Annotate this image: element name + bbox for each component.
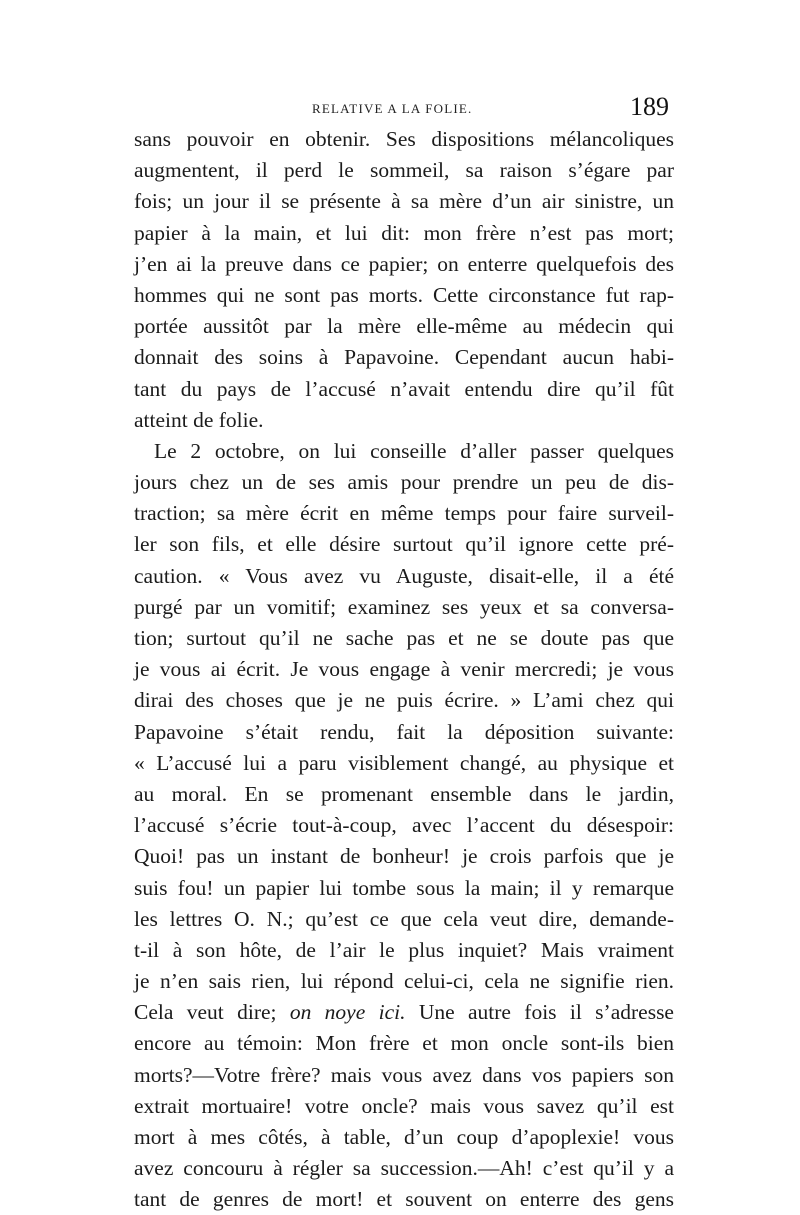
text-line: morts?—Votre frère? mais vous avez dans vos papiers son: [134, 1062, 674, 1087]
text-line: atteint de folie.: [134, 407, 264, 432]
text-line: donnait des soins à Papavoine. Cependant aucun habi-: [134, 345, 674, 370]
text-line-with-italic: [134, 997, 674, 1028]
text-line: encore au témoin: Mon frère et mon oncle sont-ils bien: [134, 1031, 674, 1056]
text-line: au moral. En se promenant ensemble dans le jardin,: [134, 781, 674, 806]
text-segment: Cela veut dire;: [134, 1000, 290, 1025]
text-line: purgé par un vomitif; examinez ses yeux et sa conversa-: [134, 594, 674, 619]
text-line: ler son fils, et elle désire surtout qu’il ignore cette pré-: [134, 532, 674, 557]
text-line: t-il à son hôte, de l’air le plus inquiet? Mais vraiment: [134, 937, 674, 962]
page-number: 189: [630, 92, 669, 121]
text-line: hommes qui ne sont pas morts. Cette circonstance fut rap-: [134, 282, 674, 307]
text-line: mort à mes côtés, à table, d’un coup d’apoplexie! vous: [134, 1125, 674, 1149]
text-line: Papavoine s’était rendu, fait la déposition suivante:: [134, 719, 674, 744]
text-line: « L’accusé lui a paru visiblement changé, au physique et: [134, 750, 674, 775]
text-line: tant du pays de l’accusé n’avait entendu dire qu’il fût: [134, 376, 674, 401]
text-line: Le 2 octobre, on lui conseille d’aller passer quelques: [154, 438, 674, 463]
text-line: je n’en sais rien, lui répond celui-ci, cela ne signifie rien.: [134, 969, 674, 994]
text-line: tant de genres de mort! et souvent on enterre des gens: [134, 1187, 674, 1212]
text-line: augmentent, il perd le sommeil, sa raison s’égare par: [134, 158, 674, 183]
text-line: Quoi! pas un instant de bonheur! je crois parfois que je: [134, 844, 674, 869]
text-line: je vous ai écrit. Je vous engage à venir mercredi; je vous: [134, 657, 674, 682]
running-head: RELATIVE A LA FOLIE.: [312, 101, 473, 116]
text-line: les lettres O. N.; qu’est ce que cela veut dire, demande-: [134, 906, 674, 931]
text-line: portée aussitôt par la mère elle-même au médecin qui: [134, 314, 674, 339]
text-line: dirai des choses que je ne puis écrire. » L’ami chez qui: [134, 688, 674, 713]
text-line: l’accusé s’écrie tout-à-coup, avec l’accent du désespoir:: [134, 813, 674, 838]
text-line: avez concouru à régler sa succession.—Ah! c’est qu’il y a: [134, 1156, 674, 1181]
text-line: jours chez un de ses amis pour prendre un peu de dis-: [134, 470, 674, 495]
text-line: traction; sa mère écrit en même temps pour faire surveil-: [134, 501, 674, 526]
text-line: extrait mortuaire! votre oncle? mais vous savez qu’il est: [134, 1093, 674, 1118]
text-line: suis fou! un papier lui tombe sous la main; il y remarque: [134, 875, 674, 900]
text-line: j’en ai la preuve dans ce papier; on enterre quelquefois des: [134, 251, 674, 276]
body-text: [134, 124, 674, 1215]
text-line: tion; surtout qu’il ne sache pas et ne se doute pas que: [134, 626, 674, 650]
text-line: fois; un jour il se présente à sa mère d’un air sinistre, un: [134, 189, 674, 214]
italic-phrase: on noye ici.: [289, 1000, 406, 1025]
text-line: sans pouvoir en obtenir. Ses dispositions mélancoliques: [134, 127, 674, 151]
text-line: papier à la main, et lui dit: mon frère n’est pas mort;: [134, 220, 674, 245]
text-segment: Une autre fois il s’adresse: [405, 1000, 674, 1025]
text-line: caution. « Vous avez vu Auguste, disait-elle, il a été: [134, 563, 674, 588]
